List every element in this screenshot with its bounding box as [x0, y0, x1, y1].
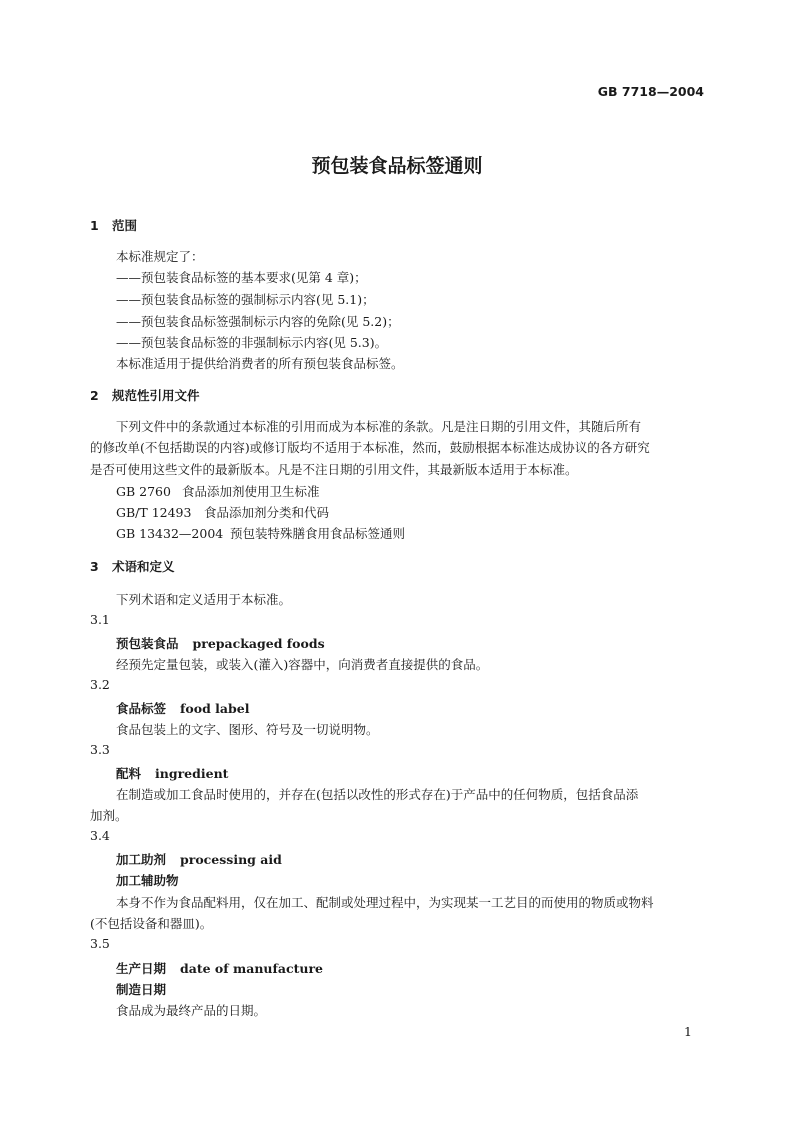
- term-alt-name: [116, 980, 166, 998]
- reference-item: [116, 503, 329, 521]
- term-definition: 食品包装上的文字、图形、符号及一切说明物。: [116, 722, 379, 737]
- term-en: ingredient: [155, 766, 229, 781]
- clause-number: 3.3: [90, 742, 110, 757]
- section-number: 2: [90, 388, 99, 403]
- section-number: 1: [90, 218, 99, 233]
- reference-code: GB 2760: [116, 484, 171, 499]
- term-zh: 加工助剂: [116, 852, 167, 867]
- list-item: ——预包装食品标签的强制标示内容(见 5.1)；: [116, 292, 375, 307]
- term-en: prepackaged foods: [192, 636, 325, 651]
- section-2-heading: [90, 386, 200, 404]
- paragraph: 下列术语和定义适用于本标准。: [116, 592, 292, 607]
- paragraph-line: 的修改单(不包括勘误的内容)或修订版均不适用于本标准，然而，鼓励根据本标准达成协议的各方研究: [90, 440, 650, 455]
- clause-number: 3.4: [90, 828, 110, 843]
- section-1-heading: [90, 216, 137, 234]
- term-zh: 食品标签: [116, 701, 167, 716]
- reference-code: GB 13432—2004: [116, 526, 224, 541]
- paragraph-line: 是否可使用这些文件的最新版本。凡是不注日期的引用文件，其最新版本适用于本标准。: [90, 462, 578, 477]
- term-alt-zh: 制造日期: [116, 982, 167, 997]
- section-title: 范围: [112, 218, 138, 233]
- term-alt-zh: 加工辅助物: [116, 873, 179, 888]
- term-en: date of manufacture: [180, 961, 323, 976]
- term-zh: 预包装食品: [116, 636, 179, 651]
- term-definition: 经预先定量包装，或装入(灌入)容器中，向消费者直接提供的食品。: [116, 657, 489, 672]
- term-definition: 在制造或加工食品时使用的，并存在(包括以改性的形式存在)于产品中的任何物质，包括食品添: [116, 787, 639, 802]
- term-definition: 食品成为最终产品的日期。: [116, 1003, 267, 1018]
- section-title: 规范性引用文件: [112, 388, 200, 403]
- clause-number: 3.1: [90, 612, 110, 627]
- document-title: 预包装食品标签通则: [311, 155, 483, 177]
- list-item: ——预包装食品标签的基本要求(见第 4 章)；: [116, 270, 367, 285]
- reference-code: GB/T 12493: [116, 505, 192, 520]
- term-en: food label: [180, 701, 250, 716]
- term-heading: [116, 634, 325, 652]
- paragraph: 本标准适用于提供给消费者的所有预包装食品标签。: [116, 356, 404, 371]
- page-number: 1: [684, 1024, 692, 1039]
- term-definition: (不包括设备和器皿)。: [90, 916, 213, 931]
- term-alt-name: [116, 871, 179, 889]
- term-heading: [116, 699, 249, 717]
- section-number: 3: [90, 559, 99, 574]
- term-heading: [116, 850, 282, 868]
- reference-title: 预包装特殊膳食用食品标签通则: [230, 526, 406, 541]
- term-zh: 配料: [116, 766, 142, 781]
- section-3-heading: [90, 557, 175, 575]
- clause-number: 3.5: [90, 936, 110, 951]
- paragraph: 本标准规定了：: [116, 249, 204, 264]
- term-definition: 加剂。: [90, 808, 128, 823]
- term-en: processing aid: [180, 852, 282, 867]
- term-definition: 本身不作为食品配料用，仅在加工、配制或处理过程中，为实现某一工艺目的而使用的物质或物料: [116, 895, 654, 910]
- reference-title: 食品添加剂分类和代码: [204, 505, 330, 520]
- list-item: ——预包装食品标签的非强制标示内容(见 5.3)。: [116, 335, 388, 350]
- list-item: ——预包装食品标签强制标示内容的免除(见 5.2)；: [116, 314, 400, 329]
- reference-title: 食品添加剂使用卫生标准: [182, 484, 320, 499]
- section-title: 术语和定义: [112, 559, 175, 574]
- standard-number: GB 7718—2004: [597, 84, 704, 99]
- reference-item: [116, 524, 405, 542]
- term-heading: [116, 764, 228, 782]
- term-zh: 生产日期: [116, 961, 167, 976]
- term-heading: [116, 959, 323, 977]
- clause-number: 3.2: [90, 677, 110, 692]
- reference-item: [116, 482, 320, 500]
- paragraph-line: 下列文件中的条款通过本标准的引用而成为本标准的条款。凡是注日期的引用文件，其随后所有: [116, 419, 642, 434]
